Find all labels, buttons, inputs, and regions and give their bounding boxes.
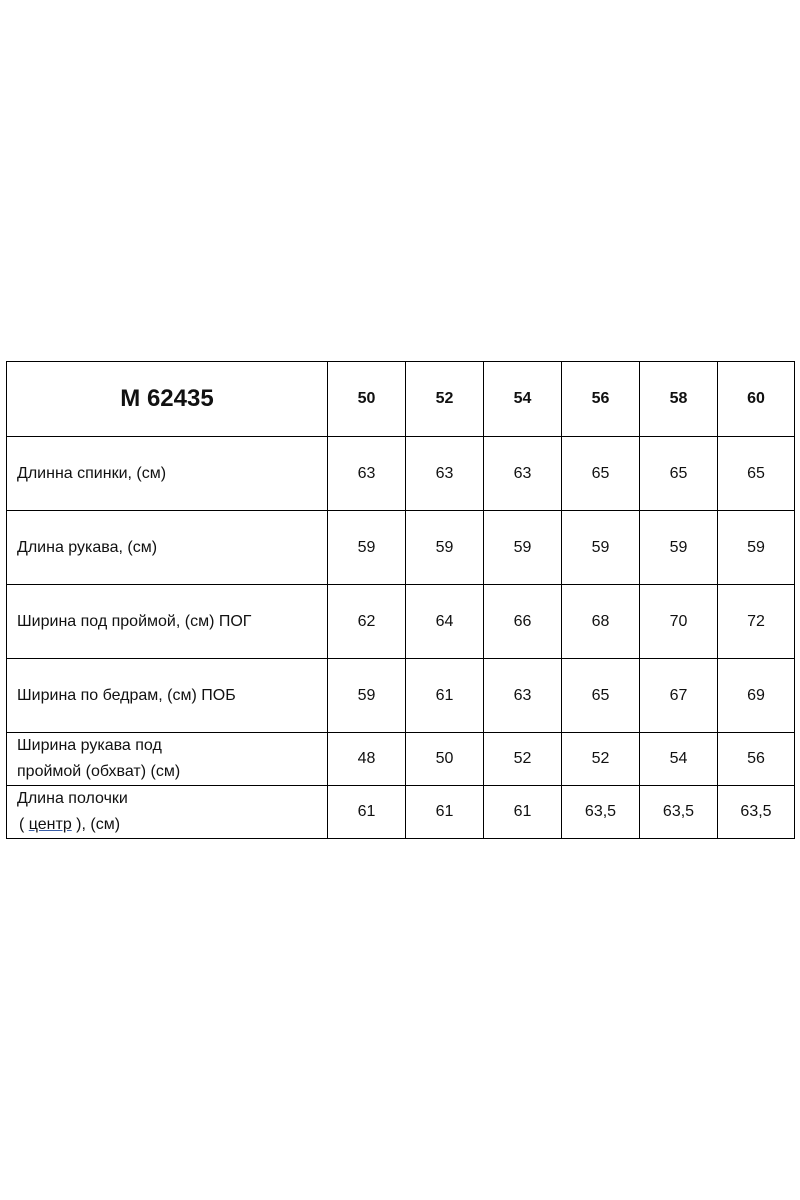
table-cell: 61 [328,786,406,839]
table-cell: 59 [640,511,718,585]
label-suffix: ), (см) [71,816,121,833]
size-header: 58 [640,362,718,437]
table-cell: 62 [328,585,406,659]
model-number: M 62435 [7,362,328,437]
table-row-chest-width [7,585,795,659]
header-row [7,362,795,437]
table-cell: 61 [406,786,484,839]
table-cell: 63 [484,659,562,733]
table-row-sleeve-width [7,733,795,786]
row-label-line: Ширина рукава под [17,737,162,754]
table-cell: 69 [718,659,795,733]
table-cell: 65 [640,437,718,511]
table-cell: 59 [406,511,484,585]
row-label: Длинна спинки, (см) [7,437,328,511]
table-cell: 50 [406,733,484,786]
table-cell: 61 [406,659,484,733]
table-cell: 63 [406,437,484,511]
table-cell: 56 [718,733,795,786]
table-cell: 59 [484,511,562,585]
table-cell: 63,5 [718,786,795,839]
table-cell: 63,5 [640,786,718,839]
table-row-front-length [7,786,795,839]
table-cell: 63 [328,437,406,511]
table-cell: 70 [640,585,718,659]
size-header: 52 [406,362,484,437]
row-label [7,786,328,839]
table-cell: 65 [718,437,795,511]
table-cell: 68 [562,585,640,659]
row-label: Длина рукава, (см) [7,511,328,585]
table-cell: 61 [484,786,562,839]
row-label-line: проймой (обхват) (см) [17,763,181,780]
table-row-hip-width [7,659,795,733]
table-cell: 67 [640,659,718,733]
size-header: 60 [718,362,795,437]
table-cell: 59 [328,659,406,733]
table-cell: 66 [484,585,562,659]
table-cell: 63 [484,437,562,511]
table-cell: 48 [328,733,406,786]
size-header: 56 [562,362,640,437]
size-header: 54 [484,362,562,437]
table-cell: 52 [562,733,640,786]
row-label: Ширина по бедрам, (см) ПОБ [7,659,328,733]
table-cell: 59 [562,511,640,585]
label-paren-open: ( [19,816,29,833]
table-cell: 63,5 [562,786,640,839]
label-underlined-word: центр [28,816,72,833]
table-row-back-length [7,437,795,511]
size-header: 50 [328,362,406,437]
row-label [7,733,328,786]
table-row-sleeve-length [7,511,795,585]
table-cell: 65 [562,437,640,511]
row-label-line [17,812,327,838]
row-label: Ширина под проймой, (см) ПОГ [7,585,328,659]
table-cell: 52 [484,733,562,786]
row-label-line: Длина полочки [17,790,128,807]
table-cell: 59 [718,511,795,585]
table-cell: 59 [328,511,406,585]
table-cell: 54 [640,733,718,786]
table-cell: 72 [718,585,795,659]
table-cell: 64 [406,585,484,659]
table-cell: 65 [562,659,640,733]
size-chart-table [6,361,795,839]
